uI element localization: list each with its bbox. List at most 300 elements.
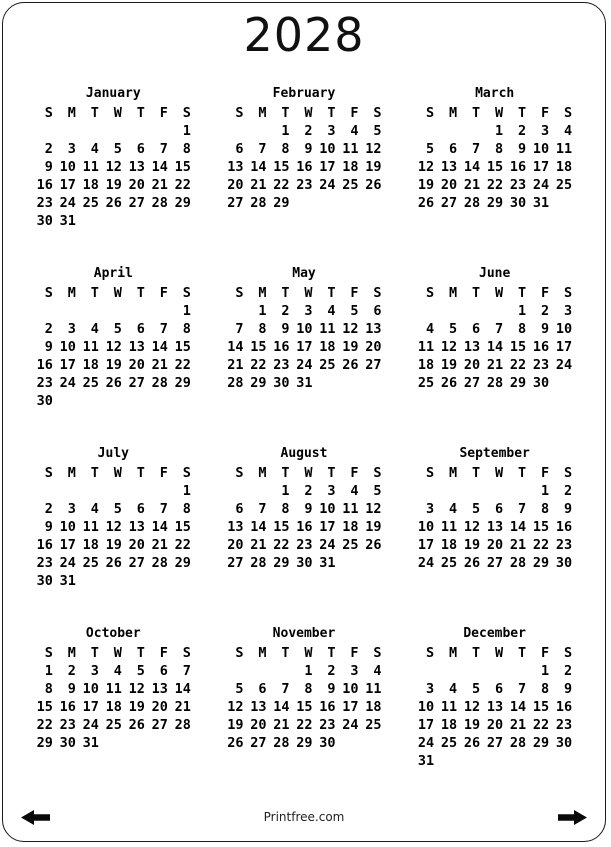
month-june bbox=[410, 264, 579, 414]
empty-cell bbox=[148, 482, 171, 500]
day-cell: 1 bbox=[44, 662, 53, 679]
day-cell: 30 bbox=[319, 734, 336, 751]
empty-cell bbox=[33, 482, 56, 500]
weekday-header: M bbox=[449, 104, 458, 121]
week-row bbox=[33, 158, 194, 176]
day-cell: 24 bbox=[59, 554, 76, 571]
day-cell: 16 bbox=[36, 176, 53, 193]
empty-cell bbox=[437, 482, 460, 500]
day-cell: 10 bbox=[319, 140, 336, 157]
day-cell: 15 bbox=[532, 698, 550, 715]
month-table bbox=[33, 464, 194, 590]
empty-cell bbox=[79, 572, 102, 590]
day-cell: 24 bbox=[555, 356, 573, 373]
day-cell: 18 bbox=[342, 158, 359, 175]
week-row bbox=[223, 158, 384, 176]
day-cell: 17 bbox=[555, 338, 573, 355]
weekday-header: W bbox=[304, 284, 313, 301]
weekday-header: S bbox=[564, 644, 573, 661]
week-row bbox=[414, 176, 575, 194]
day-cell: 4 bbox=[90, 500, 99, 517]
day-cell: 14 bbox=[463, 158, 481, 175]
week-row bbox=[33, 338, 194, 356]
day-cell: 29 bbox=[486, 194, 504, 211]
weekday-header: T bbox=[472, 464, 481, 481]
week-row bbox=[33, 356, 194, 374]
weekday-header-row bbox=[414, 644, 575, 662]
weekday-header: T bbox=[90, 464, 99, 481]
day-cell: 28 bbox=[151, 554, 168, 571]
day-cell: 31 bbox=[319, 554, 336, 571]
day-cell: 15 bbox=[509, 338, 527, 355]
day-cell: 3 bbox=[426, 500, 435, 517]
day-cell: 11 bbox=[105, 680, 122, 697]
day-cell: 21 bbox=[250, 176, 267, 193]
day-cell: 6 bbox=[449, 140, 458, 157]
day-cell: 25 bbox=[105, 716, 122, 733]
weekday-header: F bbox=[159, 644, 168, 661]
empty-cell bbox=[552, 374, 575, 392]
empty-cell bbox=[56, 482, 79, 500]
day-cell: 5 bbox=[373, 482, 382, 499]
day-cell: 6 bbox=[136, 320, 145, 337]
weekday-header: M bbox=[449, 284, 458, 301]
day-cell: 12 bbox=[463, 698, 481, 715]
weekday-header: W bbox=[113, 644, 122, 661]
day-cell: 10 bbox=[82, 680, 99, 697]
weekday-header: F bbox=[159, 104, 168, 121]
day-cell: 20 bbox=[463, 356, 481, 373]
day-cell: 18 bbox=[82, 176, 99, 193]
week-row bbox=[414, 752, 575, 770]
day-cell: 10 bbox=[296, 320, 313, 337]
day-cell: 25 bbox=[82, 554, 99, 571]
day-cell: 26 bbox=[128, 716, 145, 733]
day-cell: 22 bbox=[174, 536, 191, 553]
day-cell: 18 bbox=[105, 698, 122, 715]
day-cell: 6 bbox=[136, 140, 145, 157]
day-cell: 11 bbox=[417, 338, 435, 355]
day-cell: 20 bbox=[486, 536, 504, 553]
day-cell: 15 bbox=[250, 338, 267, 355]
month-title: September bbox=[459, 445, 530, 461]
weekday-header: T bbox=[472, 644, 481, 661]
weekday-header: S bbox=[235, 644, 244, 661]
day-cell: 10 bbox=[417, 698, 435, 715]
day-cell: 8 bbox=[541, 680, 550, 697]
day-cell: 16 bbox=[296, 158, 313, 175]
day-cell: 3 bbox=[67, 320, 76, 337]
day-cell: 12 bbox=[128, 680, 145, 697]
day-cell: 5 bbox=[136, 662, 145, 679]
empty-cell bbox=[102, 212, 125, 230]
weekday-header: S bbox=[426, 104, 435, 121]
day-cell: 8 bbox=[182, 320, 191, 337]
weekday-header-row bbox=[414, 284, 575, 302]
day-cell: 2 bbox=[518, 122, 527, 139]
week-row bbox=[414, 536, 575, 554]
empty-cell bbox=[79, 302, 102, 320]
day-cell: 2 bbox=[304, 122, 313, 139]
day-cell: 12 bbox=[417, 158, 435, 175]
day-cell: 28 bbox=[174, 716, 191, 733]
empty-cell bbox=[56, 122, 79, 140]
day-cell: 8 bbox=[281, 500, 290, 517]
day-cell: 14 bbox=[151, 158, 168, 175]
day-cell: 6 bbox=[235, 140, 244, 157]
day-cell: 13 bbox=[227, 518, 244, 535]
day-cell: 21 bbox=[273, 716, 290, 733]
weekday-header: S bbox=[373, 644, 382, 661]
empty-cell bbox=[148, 734, 171, 752]
day-cell: 20 bbox=[151, 698, 168, 715]
day-cell: 15 bbox=[36, 698, 53, 715]
week-row bbox=[223, 140, 384, 158]
week-row bbox=[223, 176, 384, 194]
week-row bbox=[414, 338, 575, 356]
weekday-header: S bbox=[564, 464, 573, 481]
day-cell: 15 bbox=[273, 158, 290, 175]
day-cell: 8 bbox=[182, 500, 191, 517]
weekday-header: S bbox=[426, 284, 435, 301]
day-cell: 26 bbox=[463, 734, 481, 751]
empty-cell bbox=[125, 392, 148, 410]
day-cell: 16 bbox=[532, 338, 550, 355]
empty-cell bbox=[171, 212, 194, 230]
day-cell: 7 bbox=[159, 500, 168, 517]
empty-cell bbox=[223, 302, 246, 320]
day-cell: 19 bbox=[463, 716, 481, 733]
day-cell: 18 bbox=[342, 518, 359, 535]
day-cell: 4 bbox=[373, 662, 382, 679]
weekday-header: S bbox=[373, 464, 382, 481]
day-cell: 22 bbox=[509, 356, 527, 373]
week-row bbox=[414, 734, 575, 752]
day-cell: 15 bbox=[532, 518, 550, 535]
day-cell: 17 bbox=[417, 716, 435, 733]
day-cell: 31 bbox=[59, 212, 76, 229]
day-cell: 18 bbox=[440, 716, 458, 733]
day-cell: 30 bbox=[509, 194, 527, 211]
weekday-header: T bbox=[518, 644, 527, 661]
day-cell: 26 bbox=[417, 194, 435, 211]
weekday-header: T bbox=[327, 644, 336, 661]
week-row bbox=[223, 500, 384, 518]
week-row bbox=[33, 176, 194, 194]
day-cell: 24 bbox=[532, 176, 550, 193]
day-cell: 2 bbox=[44, 140, 53, 157]
empty-cell bbox=[79, 212, 102, 230]
day-cell: 30 bbox=[532, 374, 550, 391]
day-cell: 19 bbox=[342, 338, 359, 355]
day-cell: 24 bbox=[319, 176, 336, 193]
week-row bbox=[33, 572, 194, 590]
empty-cell bbox=[437, 122, 460, 140]
day-cell: 15 bbox=[296, 698, 313, 715]
empty-cell bbox=[361, 554, 384, 572]
day-cell: 24 bbox=[59, 374, 76, 391]
day-cell: 24 bbox=[82, 716, 99, 733]
day-cell: 27 bbox=[227, 194, 244, 211]
week-row bbox=[33, 734, 194, 752]
empty-cell bbox=[171, 392, 194, 410]
week-row bbox=[223, 698, 384, 716]
weekday-header: S bbox=[235, 104, 244, 121]
day-cell: 11 bbox=[82, 338, 99, 355]
day-cell: 18 bbox=[82, 356, 99, 373]
day-cell: 5 bbox=[373, 122, 382, 139]
week-row bbox=[33, 212, 194, 230]
empty-cell bbox=[102, 122, 125, 140]
day-cell: 23 bbox=[509, 176, 527, 193]
day-cell: 26 bbox=[227, 734, 244, 751]
day-cell: 5 bbox=[472, 500, 481, 517]
month-table bbox=[223, 644, 384, 752]
weekday-header: S bbox=[564, 104, 573, 121]
weekday-header-row bbox=[33, 644, 194, 662]
month-table bbox=[223, 464, 384, 572]
day-cell: 4 bbox=[350, 122, 359, 139]
day-cell: 1 bbox=[304, 662, 313, 679]
day-cell: 27 bbox=[365, 356, 382, 373]
weekday-header: T bbox=[518, 464, 527, 481]
empty-cell bbox=[125, 122, 148, 140]
day-cell: 25 bbox=[365, 716, 382, 733]
day-cell: 12 bbox=[227, 698, 244, 715]
week-row bbox=[33, 716, 194, 734]
day-cell: 9 bbox=[541, 320, 550, 337]
day-cell: 13 bbox=[486, 518, 504, 535]
weekday-header: M bbox=[67, 104, 76, 121]
day-cell: 6 bbox=[373, 302, 382, 319]
day-cell: 20 bbox=[128, 356, 145, 373]
weekday-header-row bbox=[33, 464, 194, 482]
week-row bbox=[414, 122, 575, 140]
day-cell: 19 bbox=[365, 158, 382, 175]
week-row bbox=[33, 374, 194, 392]
day-cell: 29 bbox=[532, 734, 550, 751]
month-october bbox=[29, 624, 198, 774]
day-cell: 5 bbox=[472, 680, 481, 697]
day-cell: 31 bbox=[417, 752, 435, 769]
empty-cell bbox=[171, 572, 194, 590]
week-row bbox=[33, 536, 194, 554]
day-cell: 28 bbox=[509, 734, 527, 751]
day-cell: 19 bbox=[105, 356, 122, 373]
day-cell: 26 bbox=[463, 554, 481, 571]
day-cell: 22 bbox=[532, 536, 550, 553]
day-cell: 1 bbox=[182, 122, 191, 139]
week-row bbox=[414, 518, 575, 536]
day-cell: 18 bbox=[82, 536, 99, 553]
weekday-header: W bbox=[495, 284, 504, 301]
day-cell: 8 bbox=[541, 500, 550, 517]
day-cell: 22 bbox=[250, 356, 267, 373]
day-cell: 2 bbox=[327, 662, 336, 679]
day-cell: 2 bbox=[44, 320, 53, 337]
weekday-header: T bbox=[518, 284, 527, 301]
day-cell: 20 bbox=[440, 176, 458, 193]
day-cell: 23 bbox=[555, 536, 573, 553]
weekday-header: M bbox=[67, 464, 76, 481]
day-cell: 16 bbox=[59, 698, 76, 715]
weekday-header: F bbox=[541, 284, 550, 301]
day-cell: 10 bbox=[555, 320, 573, 337]
week-row bbox=[414, 356, 575, 374]
weekday-header: M bbox=[67, 644, 76, 661]
day-cell: 2 bbox=[541, 302, 550, 319]
day-cell: 21 bbox=[174, 698, 191, 715]
day-cell: 1 bbox=[541, 662, 550, 679]
day-cell: 22 bbox=[296, 716, 313, 733]
empty-cell bbox=[460, 752, 483, 770]
day-cell: 16 bbox=[36, 356, 53, 373]
day-cell: 10 bbox=[59, 158, 76, 175]
day-cell: 17 bbox=[319, 518, 336, 535]
month-title: August bbox=[280, 445, 328, 461]
day-cell: 9 bbox=[564, 680, 573, 697]
day-cell: 1 bbox=[518, 302, 527, 319]
weekday-header: M bbox=[258, 644, 267, 661]
day-cell: 21 bbox=[227, 356, 244, 373]
day-cell: 25 bbox=[440, 734, 458, 751]
weekday-header-row bbox=[33, 104, 194, 122]
week-row bbox=[414, 158, 575, 176]
weekday-header: T bbox=[472, 284, 481, 301]
day-cell: 20 bbox=[227, 176, 244, 193]
weekday-header: W bbox=[113, 284, 122, 301]
day-cell: 29 bbox=[250, 374, 267, 391]
day-cell: 14 bbox=[227, 338, 244, 355]
day-cell: 23 bbox=[59, 716, 76, 733]
week-row bbox=[33, 392, 194, 410]
day-cell: 9 bbox=[564, 500, 573, 517]
day-cell: 26 bbox=[365, 176, 382, 193]
day-cell: 1 bbox=[258, 302, 267, 319]
weekday-header: M bbox=[258, 104, 267, 121]
day-cell: 1 bbox=[281, 482, 290, 499]
month-december bbox=[410, 624, 579, 774]
day-cell: 5 bbox=[426, 140, 435, 157]
weekday-header: W bbox=[304, 104, 313, 121]
week-row bbox=[33, 482, 194, 500]
day-cell: 28 bbox=[151, 194, 168, 211]
day-cell: 27 bbox=[440, 194, 458, 211]
day-cell: 21 bbox=[509, 716, 527, 733]
empty-cell bbox=[148, 122, 171, 140]
week-row bbox=[223, 662, 384, 680]
day-cell: 7 bbox=[159, 320, 168, 337]
empty-cell bbox=[125, 302, 148, 320]
day-cell: 3 bbox=[304, 302, 313, 319]
weekday-header-row bbox=[33, 284, 194, 302]
day-cell: 30 bbox=[59, 734, 76, 751]
day-cell: 20 bbox=[250, 716, 267, 733]
week-row bbox=[414, 482, 575, 500]
day-cell: 16 bbox=[296, 518, 313, 535]
weekday-header: S bbox=[235, 284, 244, 301]
empty-cell bbox=[437, 662, 460, 680]
day-cell: 3 bbox=[541, 122, 550, 139]
empty-cell bbox=[246, 122, 269, 140]
day-cell: 12 bbox=[440, 338, 458, 355]
day-cell: 12 bbox=[365, 500, 382, 517]
day-cell: 14 bbox=[509, 518, 527, 535]
empty-cell bbox=[56, 302, 79, 320]
day-cell: 9 bbox=[44, 338, 53, 355]
week-row bbox=[414, 680, 575, 698]
month-table bbox=[33, 104, 194, 230]
weekday-header: T bbox=[90, 284, 99, 301]
day-cell: 27 bbox=[128, 374, 145, 391]
day-cell: 13 bbox=[128, 338, 145, 355]
day-cell: 11 bbox=[342, 500, 359, 517]
day-cell: 28 bbox=[151, 374, 168, 391]
day-cell: 17 bbox=[532, 158, 550, 175]
week-row bbox=[414, 140, 575, 158]
month-title: April bbox=[93, 265, 133, 281]
weekday-header: S bbox=[426, 644, 435, 661]
weekday-header-row bbox=[223, 644, 384, 662]
day-cell: 4 bbox=[449, 500, 458, 517]
day-cell: 8 bbox=[182, 140, 191, 157]
day-cell: 27 bbox=[128, 554, 145, 571]
month-november bbox=[220, 624, 389, 774]
day-cell: 2 bbox=[67, 662, 76, 679]
weekday-header: T bbox=[136, 104, 145, 121]
day-cell: 13 bbox=[151, 680, 168, 697]
day-cell: 28 bbox=[509, 554, 527, 571]
day-cell: 17 bbox=[342, 698, 359, 715]
day-cell: 8 bbox=[44, 680, 53, 697]
month-title: July bbox=[97, 445, 129, 461]
day-cell: 16 bbox=[273, 338, 290, 355]
day-cell: 15 bbox=[174, 338, 191, 355]
day-cell: 29 bbox=[509, 374, 527, 391]
week-row bbox=[414, 698, 575, 716]
empty-cell bbox=[315, 194, 338, 212]
day-cell: 19 bbox=[105, 176, 122, 193]
day-cell: 7 bbox=[472, 140, 481, 157]
day-cell: 21 bbox=[486, 356, 504, 373]
day-cell: 28 bbox=[250, 554, 267, 571]
day-cell: 6 bbox=[495, 500, 504, 517]
day-cell: 22 bbox=[273, 536, 290, 553]
weekday-header: T bbox=[327, 284, 336, 301]
week-row bbox=[33, 554, 194, 572]
empty-cell bbox=[125, 734, 148, 752]
day-cell: 12 bbox=[105, 338, 122, 355]
week-row bbox=[223, 374, 384, 392]
day-cell: 17 bbox=[59, 176, 76, 193]
day-cell: 10 bbox=[59, 518, 76, 535]
week-row bbox=[33, 122, 194, 140]
day-cell: 9 bbox=[281, 320, 290, 337]
day-cell: 20 bbox=[128, 176, 145, 193]
day-cell: 17 bbox=[82, 698, 99, 715]
day-cell: 9 bbox=[304, 140, 313, 157]
day-cell: 12 bbox=[105, 518, 122, 535]
day-cell: 26 bbox=[105, 554, 122, 571]
day-cell: 7 bbox=[281, 680, 290, 697]
year-title: 2028 bbox=[243, 8, 365, 62]
weekday-header: S bbox=[426, 464, 435, 481]
day-cell: 27 bbox=[227, 554, 244, 571]
day-cell: 24 bbox=[417, 734, 435, 751]
day-cell: 24 bbox=[417, 554, 435, 571]
weekday-header: S bbox=[373, 284, 382, 301]
weekday-header: S bbox=[44, 284, 53, 301]
